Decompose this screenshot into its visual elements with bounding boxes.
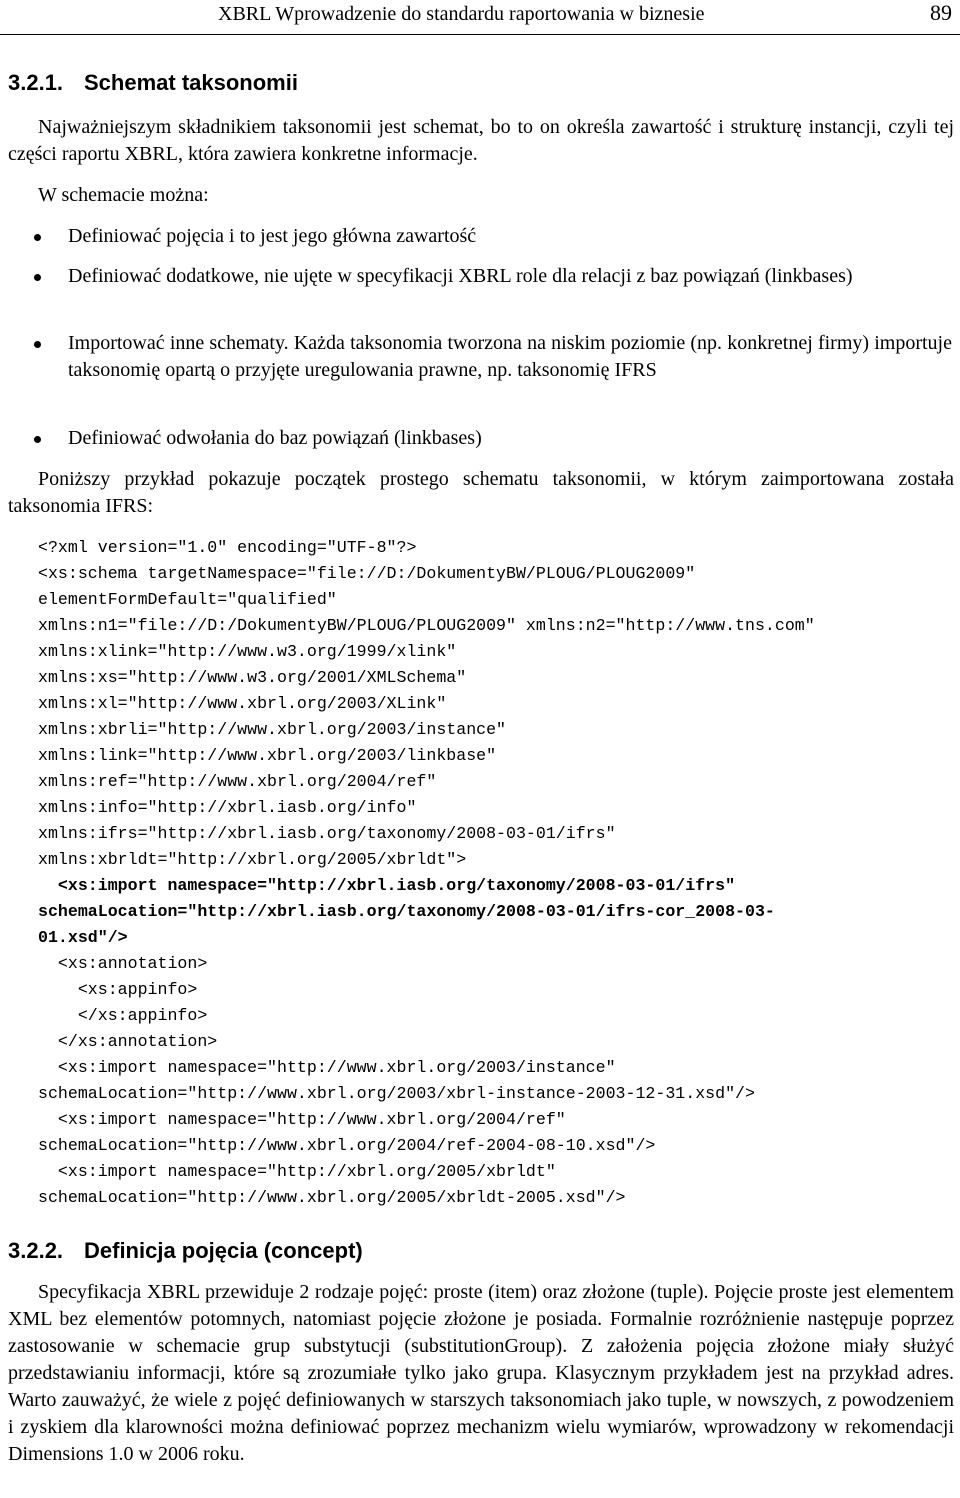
bullet-text: Definiować pojęcia i to jest jego główna zawartość — [68, 225, 477, 247]
page-number: 89 — [930, 0, 952, 25]
code-line: <xs:import namespace="http://www.xbrl.org/2004/ref" — [38, 1110, 566, 1129]
code-line: xmlns:xl="http://www.xbrl.org/2003/XLink" — [38, 694, 447, 713]
page-header — [0, 0, 960, 35]
bullet-dot-icon — [34, 436, 41, 443]
code-line: </xs:appinfo> — [38, 1006, 208, 1025]
code-line: 01.xsd"/> — [38, 928, 128, 947]
code-line: schemaLocation="http://www.xbrl.org/2004/ref-2004-08-10.xsd"/> — [38, 1136, 656, 1155]
code-line: xmlns:xs="http://www.w3.org/2001/XMLSchema" — [38, 668, 467, 687]
example-intro-paragraph: Poniższy przykład pokazuje początek prostego schematu taksonomii, w którym zaimportowana została taksonomia IFRS: — [8, 468, 954, 517]
bullet-text: Importować inne schematy. Każda taksonomia tworzona na niskim poziomie (np. konkretnej firmy) importuje taksonomię opartą o przyjęte uregulowania prawne, np. taksonomię IFRS — [68, 332, 952, 381]
code-line: <?xml version="1.0" encoding="UTF-8"?> — [38, 538, 417, 557]
intro-paragraph: Najważniejszym składnikiem taksonomii jest schemat, bo to on określa zawartość i strukturę instancji, czyli tej części raportu XBRL, która zawiera konkretne informacje. — [8, 116, 954, 165]
code-line: xmlns:link="http://www.xbrl.org/2003/linkbase" — [38, 746, 497, 765]
code-line: <xs:schema targetNamespace="file://D:/DokumentyBW/PLOUG/PLOUG2009" — [38, 564, 696, 583]
code-line: xmlns:n1="file://D:/DokumentyBW/PLOUG/PLOUG2009" xmlns:n2="http://www.tns.com" — [38, 616, 815, 635]
code-line: xmlns:xbrldt="http://xbrl.org/2005/xbrldt"> — [38, 850, 467, 869]
section-title: Definicja pojęcia (concept) — [84, 1238, 363, 1263]
code-line: xmlns:info="http://xbrl.iasb.org/info" — [38, 798, 417, 817]
section-title: Schemat taksonomii — [84, 70, 298, 95]
code-line: xmlns:xbrli="http://www.xbrl.org/2003/instance" — [38, 720, 507, 739]
bullet-text: Definiować odwołania do baz powiązań (linkbases) — [68, 427, 482, 449]
concept-paragraph: Specyfikacja XBRL przewiduje 2 rodzaje pojęć: proste (item) oraz złożone (tuple). Pojęcie proste jest elementem XML bez elementów potomnych, natomiast pojęcie złożone je posiada. Formalnie rozróżnienie następuje poprzez zastosowanie w schemacie grup substytucji (substitutionGroup). Z założenia pojęcia złożone miały służyć przedstawianiu informacji, które są zrozumiałe tylko jako grupa. Klasycznym przykładem jest na przykład adres. Warto zauważyć, że wiele z pojęć definiowanych w starszych taksonomiach jako tuple, w nowszych, z powodzeniem i zyskiem dla klarowności można definiować poprzez mechanizm wielu wymiarów, wprowadzony w rekomendacji Dimensions 1.0 w 2006 roku. — [8, 1281, 954, 1465]
running-title: XBRL Wprowadzenie do standardu raportowania w biznesie — [218, 3, 705, 25]
section-number: 3.2.2. — [8, 1238, 64, 1263]
code-line: schemaLocation="http://www.xbrl.org/2003/xbrl-instance-2003-12-31.xsd"/> — [38, 1084, 755, 1103]
bullet-item — [68, 263, 952, 290]
bullet-item — [68, 425, 952, 452]
code-line: elementFormDefault="qualified" — [38, 590, 337, 609]
bullet-item — [68, 330, 952, 384]
code-line: schemaLocation="http://www.xbrl.org/2005/xbrldt-2005.xsd"/> — [38, 1188, 626, 1207]
lead-text: W schemacie można: — [38, 184, 209, 206]
bullet-dot-icon — [34, 274, 41, 281]
section-heading-3-2-1 — [8, 70, 298, 96]
code-line: xmlns:ifrs="http://xbrl.iasb.org/taxonomy/2008-03-01/ifrs" — [38, 824, 616, 843]
section-heading-3-2-2 — [8, 1238, 363, 1264]
bullet-text: Definiować dodatkowe, nie ujęte w specyfikacji XBRL role dla relacji z baz powiązań (linkbases) — [68, 265, 853, 287]
code-line: xmlns:xlink="http://www.w3.org/1999/xlink" — [38, 642, 457, 661]
bullet-dot-icon — [34, 234, 41, 241]
code-line: xmlns:ref="http://www.xbrl.org/2004/ref" — [38, 772, 437, 791]
bullet-dot-icon — [34, 341, 41, 348]
code-line: <xs:appinfo> — [38, 980, 198, 999]
code-line: <xs:import namespace="http://www.xbrl.org/2003/instance" — [38, 1058, 616, 1077]
section-number: 3.2.1. — [8, 70, 64, 95]
bullet-item — [68, 223, 952, 250]
code-line: </xs:annotation> — [38, 1032, 218, 1051]
code-line: <xs:import namespace="http://xbrl.iasb.org/taxonomy/2008-03-01/ifrs" — [38, 876, 736, 895]
code-line: <xs:import namespace="http://xbrl.org/2005/xbrldt" — [38, 1162, 556, 1181]
code-line: schemaLocation="http://xbrl.iasb.org/taxonomy/2008-03-01/ifrs-cor_2008-03- — [38, 902, 775, 921]
code-line: <xs:annotation> — [38, 954, 208, 973]
